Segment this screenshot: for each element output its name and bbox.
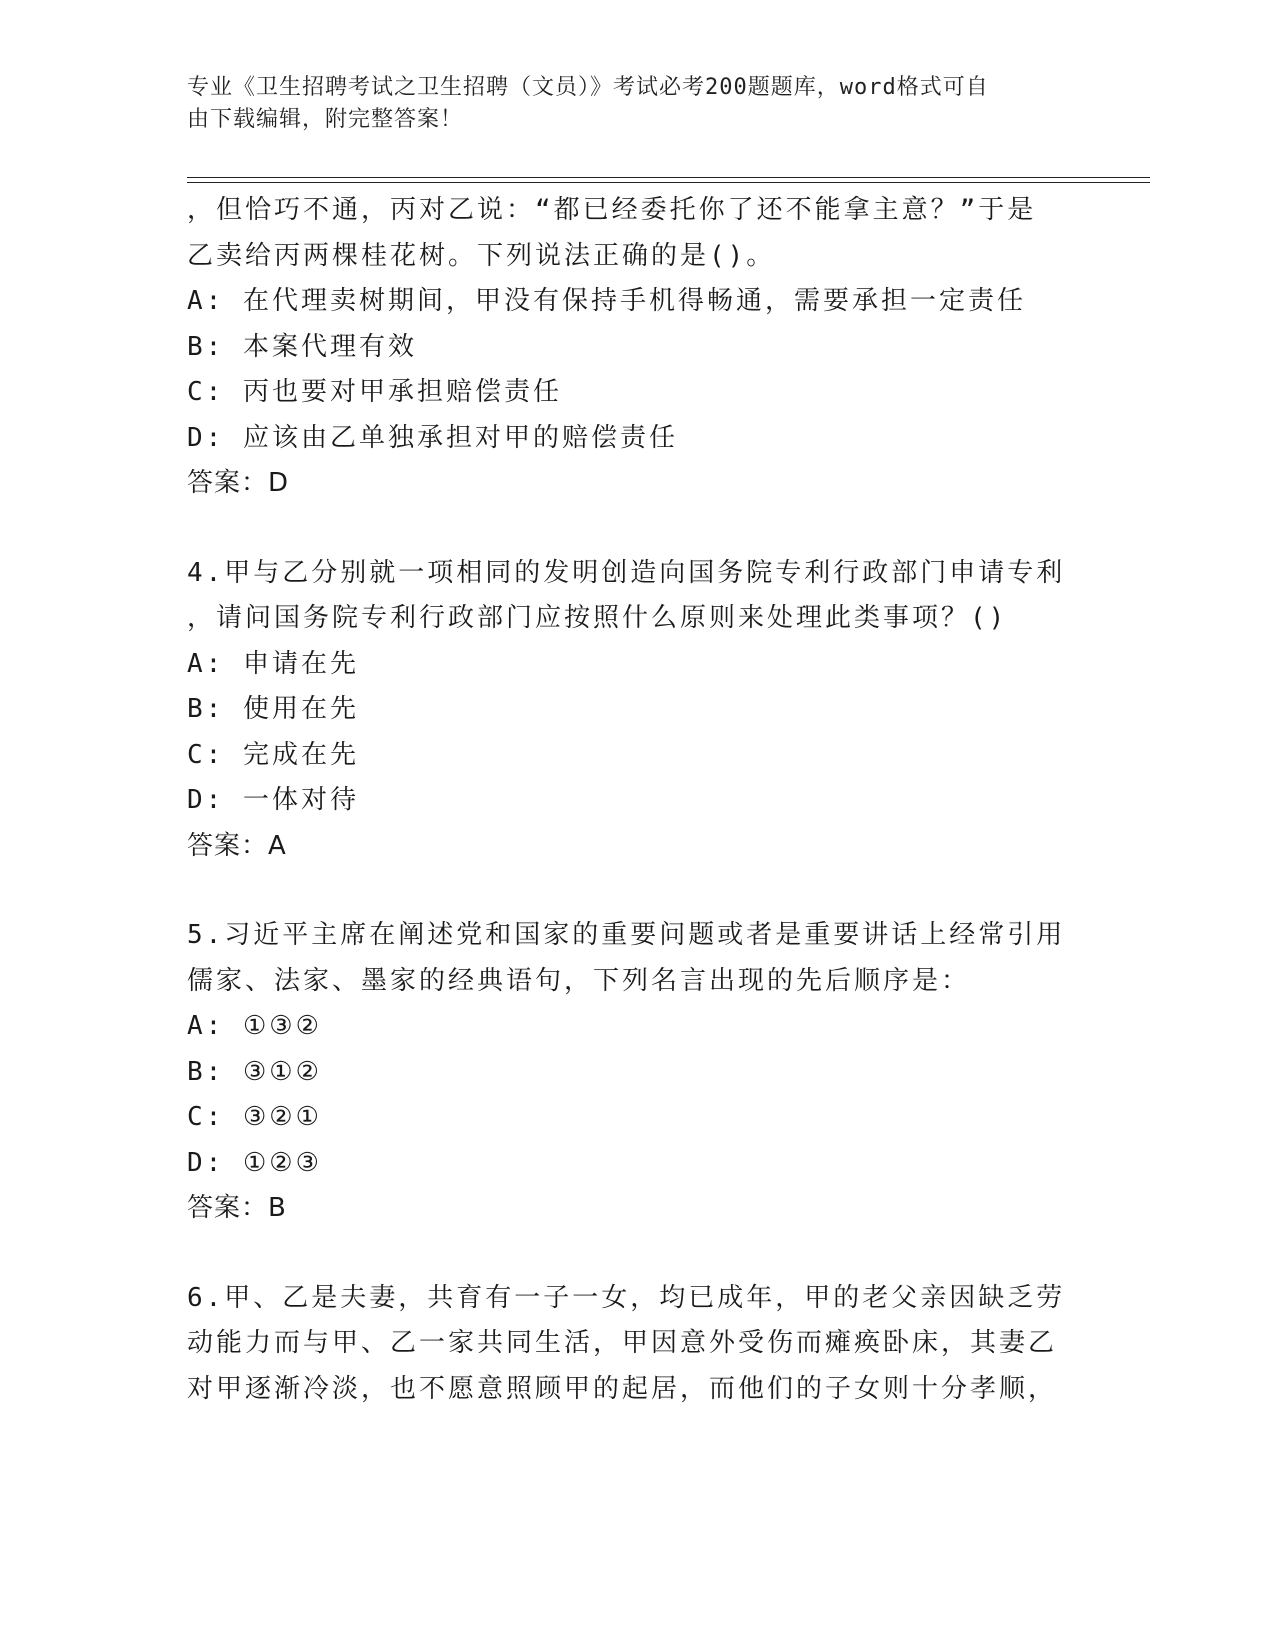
question-5-text-line-2: 儒家、法家、墨家的经典语句，下列名言出现的先后顺序是：	[187, 965, 971, 996]
question-3-option-d: D: 应该由乙单独承担对甲的赔偿责任	[187, 422, 678, 453]
spacer	[187, 507, 1087, 551]
spacer	[187, 1232, 1087, 1276]
document-header	[187, 72, 1067, 136]
question-6-text-line-1: 6.甲、乙是夫妻，共育有一子一女，均已成年，甲的老父亲因缺乏劳	[187, 1282, 1066, 1313]
question-5-option-b: B: ③①②	[187, 1056, 322, 1087]
question-6-text-line-2: 动能力而与甲、乙一家共同生活，甲因意外受伤而瘫痪卧床，其妻乙	[187, 1328, 1058, 1358]
header-line-1: 专业《卫生招聘考试之卫生招聘（文员）》考试必考200题题库，word格式可自	[187, 75, 989, 100]
header-rule-top	[187, 177, 1150, 178]
question-4-option-b: B: 使用在先	[187, 694, 359, 724]
document-body	[187, 188, 1087, 1412]
question-5-answer: 答案：B	[187, 1193, 287, 1223]
spacer	[187, 869, 1087, 913]
question-4	[187, 551, 1087, 870]
question-3-option-a: A: 在代理卖树期间，甲没有保持手机得畅通，需要承担一定责任	[187, 286, 1026, 316]
question-4-option-a: A: 申请在先	[187, 648, 359, 679]
question-5-option-d: D: ①②③	[187, 1147, 322, 1178]
question-4-answer: 答案：A	[187, 830, 287, 861]
header-rule-bottom	[187, 182, 1150, 183]
header-line-2: 由下载编辑，附完整答案！	[187, 107, 464, 132]
question-3-text-line-1: ，但恰巧不通，丙对乙说：“都已经委托你了还不能拿主意？”于是	[187, 195, 1037, 225]
question-6	[187, 1276, 1087, 1413]
question-3-option-b: B: 本案代理有效	[187, 331, 417, 362]
question-5-option-a: A: ①③②	[187, 1011, 322, 1041]
question-3-answer: 答案：D	[187, 468, 290, 498]
question-5-text-line-1: 5.习近平主席在阐述党和国家的重要问题或者是重要讲话上经常引用	[187, 920, 1066, 950]
question-4-text-line-2: ，请问国务院专利行政部门应按照什么原则来处理此类事项？()	[187, 603, 1008, 633]
question-5-option-c: C: ③②①	[187, 1102, 322, 1132]
question-4-text-line-1: 4.甲与乙分别就一项相同的发明创造向国务院专利行政部门申请专利	[187, 557, 1066, 588]
question-3	[187, 188, 1087, 507]
question-4-option-d: D: 一体对待	[187, 785, 359, 815]
question-4-option-c: C: 完成在先	[187, 739, 359, 770]
question-3-text-line-2: 乙卖给丙两棵桂花树。下列说法正确的是()。	[187, 240, 776, 271]
question-5	[187, 913, 1087, 1232]
question-6-text-line-3: 对甲逐渐冷淡，也不愿意照顾甲的起居，而他们的子女则十分孝顺，	[187, 1373, 1058, 1404]
question-3-option-c: C: 丙也要对甲承担赔偿责任	[187, 377, 562, 407]
